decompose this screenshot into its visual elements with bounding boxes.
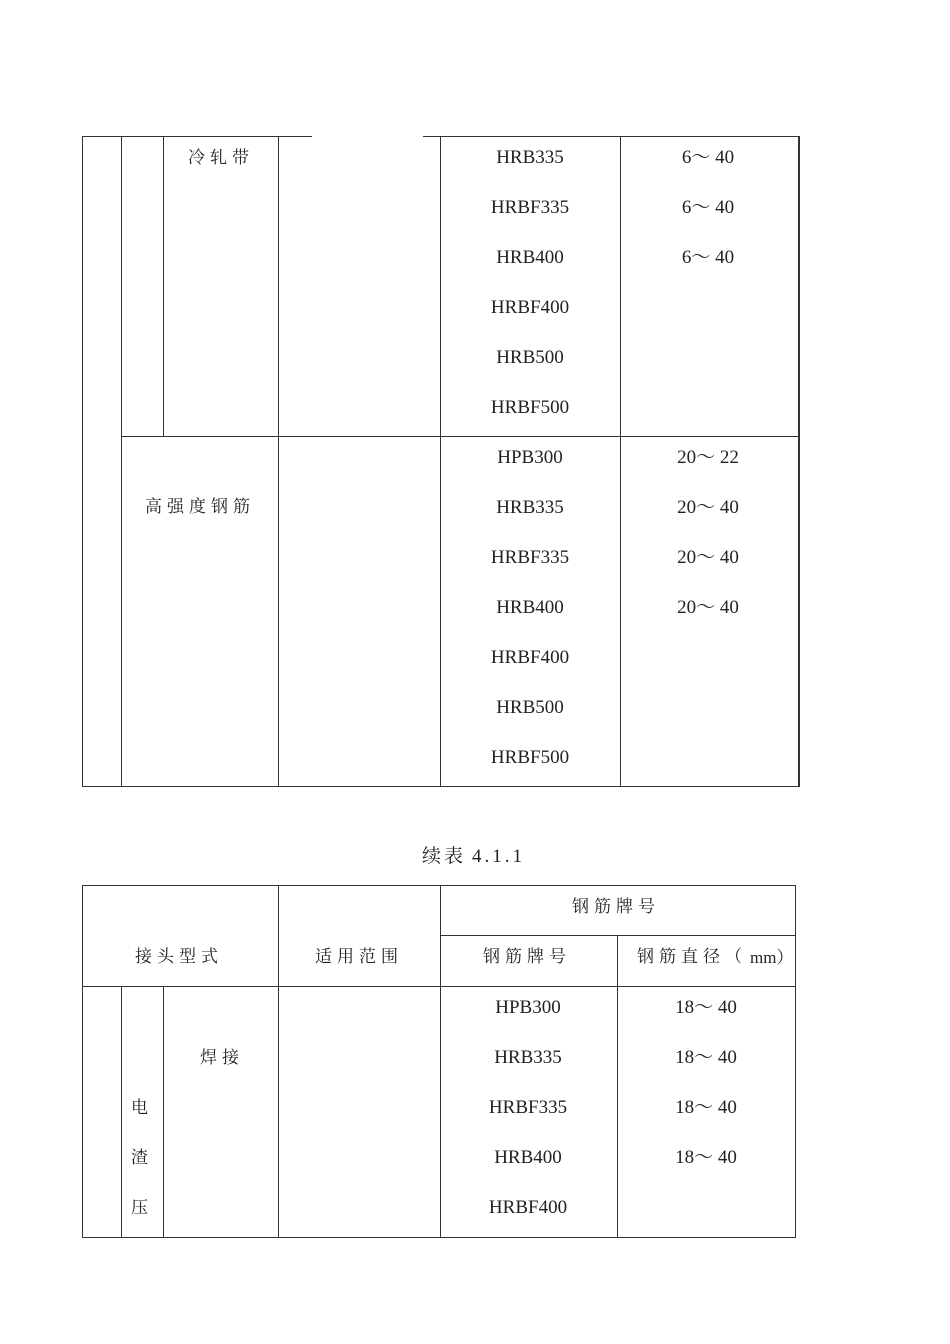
table-border <box>795 885 796 1238</box>
table-divider <box>440 935 796 936</box>
grade-cell: HRBF400 <box>490 297 570 318</box>
table-divider <box>620 136 621 787</box>
grade-cell: HPB300 <box>495 997 561 1018</box>
grade-cell: HRB335 <box>496 497 564 518</box>
table-divider <box>440 885 441 1238</box>
table-border <box>82 136 83 787</box>
table-divider <box>121 136 122 787</box>
table-divider <box>440 136 441 787</box>
table-border <box>82 786 800 787</box>
sub-category-label: 焊接 <box>200 1048 244 1067</box>
diameter-cell: 6～ 40 <box>681 247 735 268</box>
grade-cell: HRB500 <box>496 697 564 718</box>
side-label-char: 渣 <box>131 1148 148 1167</box>
grade-cell: HRBF335 <box>490 197 570 218</box>
grade-cell: HRBF400 <box>488 1197 568 1218</box>
table-border <box>82 1237 796 1238</box>
grade-cell: HRBF500 <box>490 747 570 768</box>
header-group-label: 钢筋牌号 <box>572 897 660 916</box>
diameter-cell: 6～ 40 <box>681 197 735 218</box>
table-divider <box>278 136 279 787</box>
caption-prefix: 续表 <box>422 846 467 867</box>
grade-cell: HPB300 <box>497 447 563 468</box>
header-joint-type: 接头型式 <box>135 947 223 966</box>
table-divider <box>121 436 800 437</box>
grade-cell: HRB335 <box>496 147 564 168</box>
diameter-cell: 18～ 40 <box>675 1097 737 1118</box>
caption-number: 4.1.1 <box>472 846 525 867</box>
grade-cell: HRB500 <box>496 347 564 368</box>
diameter-cell: 18～ 40 <box>675 1047 737 1068</box>
grade-cell: HRBF400 <box>490 647 570 668</box>
group-category-label: 高强度钢筋 <box>145 497 255 516</box>
grade-cell: HRB400 <box>494 1147 562 1168</box>
diameter-cell: 20～ 40 <box>677 547 739 568</box>
diameter-cell: 18～ 40 <box>675 997 737 1018</box>
table-divider <box>163 136 164 436</box>
side-label-char: 压 <box>131 1198 148 1217</box>
table-border <box>82 885 83 1238</box>
table-border <box>798 136 800 787</box>
side-label-char: 电 <box>131 1098 148 1117</box>
header-scope: 适用范围 <box>315 947 403 966</box>
diameter-cell: 20～ 40 <box>677 497 739 518</box>
table-border <box>82 885 796 886</box>
grade-cell: HRB335 <box>494 1047 562 1068</box>
grade-cell: HRB400 <box>496 247 564 268</box>
table-divider <box>163 986 164 1238</box>
table-divider <box>278 885 279 1238</box>
table-divider <box>617 935 618 1238</box>
header-unit: mm） <box>750 948 794 967</box>
header-diameter: 钢筋直径（ <box>637 947 747 966</box>
diameter-cell: 20～ 22 <box>677 447 739 468</box>
grade-cell: HRBF500 <box>490 397 570 418</box>
diameter-cell: 20～ 40 <box>677 597 739 618</box>
header-grade: 钢筋牌号 <box>483 947 571 966</box>
table-divider <box>82 986 796 987</box>
grade-cell: HRB400 <box>496 597 564 618</box>
grade-cell: HRBF335 <box>488 1097 568 1118</box>
table-border <box>423 136 800 137</box>
table-divider <box>121 986 122 1238</box>
diameter-cell: 18～ 40 <box>675 1147 737 1168</box>
grade-cell: HRBF335 <box>490 547 570 568</box>
diameter-cell: 6～ 40 <box>681 147 735 168</box>
sub-category-label: 冷轧带 <box>188 148 254 167</box>
